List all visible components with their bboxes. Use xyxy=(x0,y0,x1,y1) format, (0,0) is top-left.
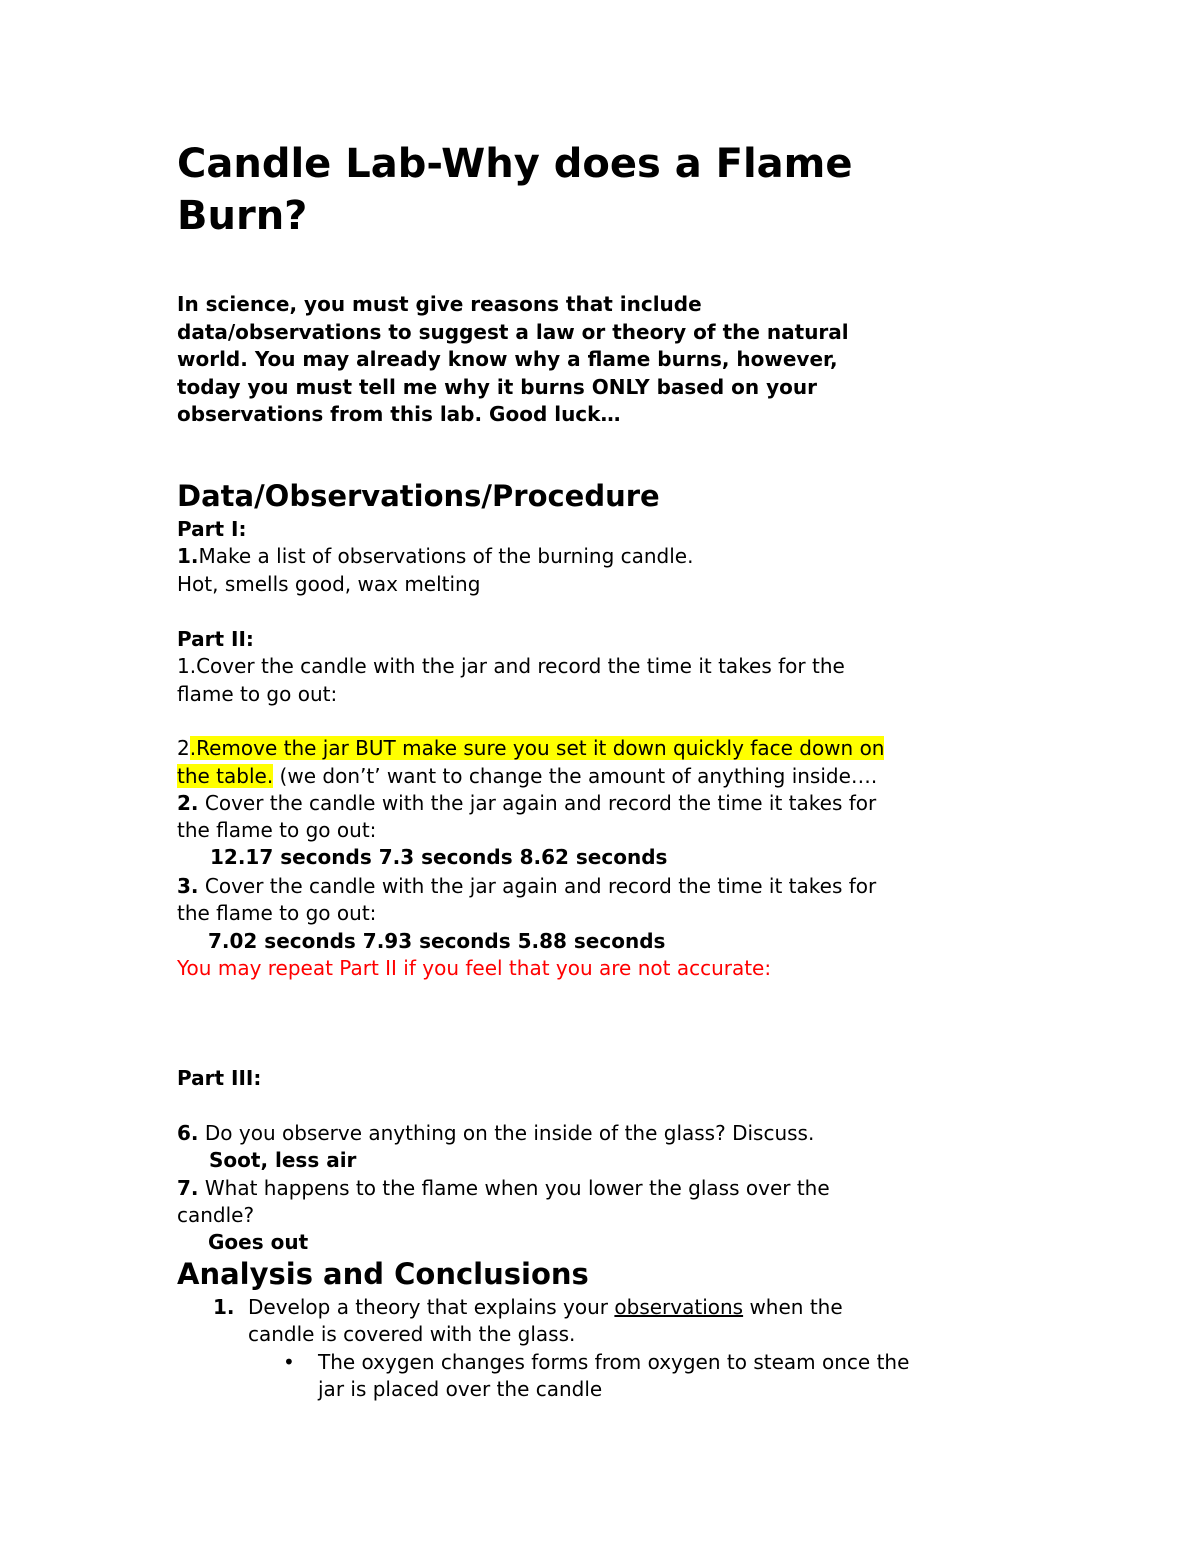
intro-line: observations from this lab. Good luck… xyxy=(177,402,621,426)
part2-q3-line xyxy=(177,874,876,898)
section-heading-analysis: Analysis and Conclusions xyxy=(177,1257,589,1291)
question-text: Cover the candle with the jar again and record the time it takes for xyxy=(198,874,877,898)
bullet-icon: • xyxy=(283,1350,295,1374)
part3-label: Part III: xyxy=(177,1066,262,1090)
repeat-note: You may repeat Part II if you feel that you are not accurate: xyxy=(177,956,772,980)
part2-q3-line: the flame to go out: xyxy=(177,901,377,925)
analysis-answer-line: The oxygen changes forms from oxygen to steam once the xyxy=(318,1350,910,1374)
intro-line: data/observations to suggest a law or theory of the natural xyxy=(177,320,849,344)
part3-q6-answer: Soot, less air xyxy=(209,1148,357,1172)
part3-q6 xyxy=(177,1121,814,1145)
part1-label: Part I: xyxy=(177,517,247,541)
analysis-q1-number: 1. xyxy=(213,1295,235,1319)
question-number: 7. xyxy=(177,1176,199,1200)
highlighted-instruction: .Remove the jar BUT make sure you set it down quickly face down on xyxy=(189,736,885,760)
part2-q2-line: the flame to go out: xyxy=(177,818,377,842)
page-title-line-2: Burn? xyxy=(177,193,308,239)
part2-q3-answer: 7.02 seconds 7.93 seconds 5.88 seconds xyxy=(208,929,666,953)
question-text: Cover the candle with the jar again and record the time it takes for xyxy=(198,791,877,815)
intro-line: In science, you must give reasons that include xyxy=(177,292,702,316)
part3-q7 xyxy=(177,1176,830,1200)
question-text: when the xyxy=(743,1295,843,1319)
part3-q7-answer: Goes out xyxy=(208,1230,309,1254)
part1-answer: Hot, smells good, wax melting xyxy=(177,572,481,596)
question-text: Do you observe anything on the inside of the glass? Discuss. xyxy=(198,1121,815,1145)
remove-jar-line-1 xyxy=(177,736,884,760)
part1-question xyxy=(177,544,693,568)
section-heading-data: Data/Observations/Procedure xyxy=(177,479,660,513)
intro-line: today you must tell me why it burns ONLY based on your xyxy=(177,375,817,399)
analysis-q1-line: candle is covered with the glass. xyxy=(248,1322,576,1346)
question-text: Develop a theory that explains your xyxy=(248,1295,615,1319)
question-number: 1. xyxy=(177,544,199,568)
intro-line: world. You may already know why a flame burns, however, xyxy=(177,347,838,371)
part2-q1-line: 1.Cover the candle with the jar and record the time it takes for the xyxy=(177,654,845,678)
question-number: 2. xyxy=(177,791,199,815)
question-number: 3. xyxy=(177,874,199,898)
analysis-q1-line xyxy=(248,1295,843,1319)
observations-underlined: observations xyxy=(614,1295,744,1319)
question-text: Make a list of observations of the burning candle. xyxy=(198,544,694,568)
instruction-note: (we don’t’ want to change the amount of anything inside…. xyxy=(273,764,878,788)
page-title-line-1: Candle Lab-Why does a Flame xyxy=(177,141,853,187)
part3-q7-line: candle? xyxy=(177,1203,255,1227)
highlighted-instruction: the table. xyxy=(177,764,274,788)
part2-label: Part II: xyxy=(177,627,254,651)
part2-q1-line: flame to go out: xyxy=(177,682,338,706)
step-number: 2 xyxy=(177,736,190,760)
remove-jar-line-2 xyxy=(177,764,877,788)
analysis-answer-line: jar is placed over the candle xyxy=(318,1377,603,1401)
part2-q2-answer: 12.17 seconds 7.3 seconds 8.62 seconds xyxy=(210,845,668,869)
question-number: 6. xyxy=(177,1121,199,1145)
question-text: What happens to the flame when you lower the glass over the xyxy=(198,1176,830,1200)
part2-q2-line xyxy=(177,791,876,815)
